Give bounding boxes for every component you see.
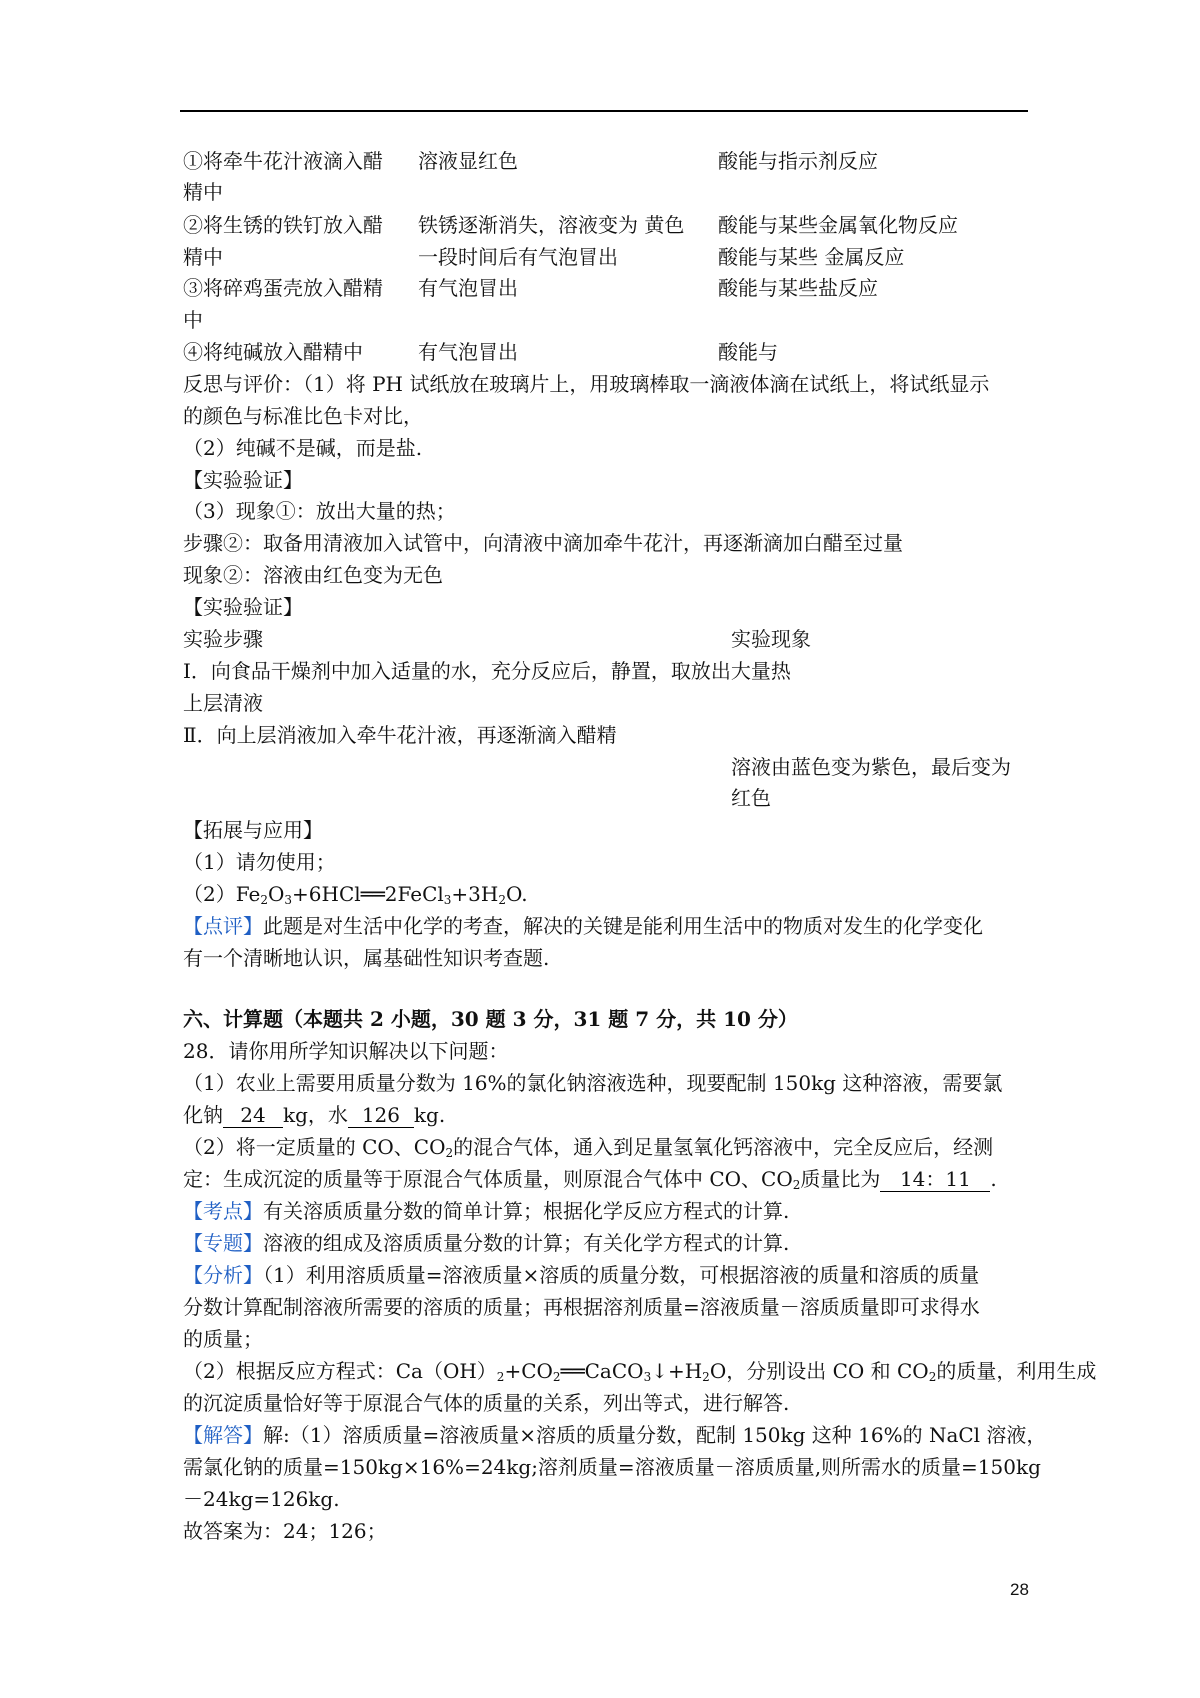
jieda-line: －24kg=126kg. bbox=[183, 1487, 340, 1511]
fenxi-line: （2）根据反应方程式：$Ca(OH)_2+CO_2══CaCO_3↓+H_2O$，分别设出 CO 和 $CO_2$的质量，利用生成 bbox=[183, 1359, 1097, 1384]
table-cell: 酸能与某些 金属反应 bbox=[718, 245, 905, 269]
table-cell: 铁锈逐渐消失，溶液变为 黄色 bbox=[418, 213, 685, 237]
jieda-line: 需氯化钠的质量=150kg×16%=24kg;溶剂质量=溶液质量－溶质质量,则所需水的质量=150kg bbox=[183, 1455, 1041, 1479]
kaodian-line: 【考点】有关溶质质量分数的简单计算；根据化学反应方程式的计算. bbox=[183, 1199, 790, 1223]
table-cell: 一段时间后有气泡冒出 bbox=[418, 245, 618, 269]
comment-line: 有一个清晰地认识，属基础性知识考查题. bbox=[183, 946, 550, 970]
table-cell: 精中 bbox=[183, 245, 223, 269]
table-cell: 有气泡冒出 bbox=[418, 276, 518, 300]
reflection-line: 的颜色与标准比色卡对比， bbox=[183, 404, 423, 428]
text-line: Ⅱ．向上层消液加入牵牛花汁液，再逐渐滴入醋精 bbox=[183, 723, 617, 747]
question-line: （1）农业上需要用质量分数为 16%的氯化钠溶液选种，现要配制 150kg 这种溶液，需要氯 bbox=[183, 1071, 1003, 1095]
text-line: 溶液由蓝色变为紫色，最后变为 bbox=[731, 755, 1011, 779]
fenxi-line: 的沉淀质量恰好等于原混合气体的质量的关系，列出等式，进行解答. bbox=[183, 1391, 790, 1415]
section-title: 六、计算题（本题共 2 小题，30 题 3 分，31 题 7 分，共 10 分） bbox=[183, 1007, 798, 1031]
text-line: 上层清液 bbox=[183, 691, 263, 715]
table-cell: ②将生锈的铁钉放入醋 bbox=[183, 213, 383, 237]
jieda-line: 【解答】解:（1）溶质质量=溶液质量×溶质的质量分数，配制 150kg 这种 16%的 NaCl 溶液， bbox=[183, 1423, 1047, 1447]
equation-line: $(2)Fe_2O_3+6HCl══2FeCl_3+3H_2O$. bbox=[183, 882, 528, 907]
table-cell: ④将纯碱放入醋精中 bbox=[183, 340, 363, 364]
column-header: 实验现象 bbox=[731, 627, 811, 651]
comment-line: 【点评】此题是对生活中化学的考查，解决的关键是能利用生活中的物质对发生的化学变化 bbox=[183, 914, 983, 938]
text-line: （3）现象①：放出大量的热； bbox=[183, 499, 456, 523]
table-cell: ③将碎鸡蛋壳放入醋精 bbox=[183, 276, 383, 300]
section-heading: 【实验验证】 bbox=[183, 595, 303, 619]
reflection-line: （2）纯碱不是碱，而是盐. bbox=[183, 436, 423, 460]
text-line: Ⅰ．向食品干燥剂中加入适量的水，充分反应后，静置，取放出大量热 bbox=[183, 659, 791, 683]
column-header: 实验步骤 bbox=[183, 627, 263, 651]
table-cell: 酸能与某些金属氧化物反应 bbox=[718, 213, 958, 237]
answer-blank: 126 bbox=[348, 1103, 414, 1128]
zhuanti-line: 【专题】溶液的组成及溶质质量分数的计算；有关化学方程式的计算. bbox=[183, 1231, 790, 1255]
table-cell: 中 bbox=[183, 308, 203, 332]
reflection-line: 反思与评价：（1）将 PH 试纸放在玻璃片上，用玻璃棒取一滴液体滴在试纸上，将试纸显示 bbox=[183, 372, 990, 396]
fenxi-line: 的质量； bbox=[183, 1327, 263, 1351]
text-line: 步骤②：取备用清液加入试管中，向清液中滴加牵牛花汁，再逐渐滴加白醋至过量 bbox=[183, 531, 903, 555]
text-line: 红色 bbox=[731, 786, 771, 810]
table-cell: 酸能与指示剂反应 bbox=[718, 149, 878, 173]
section-heading: 【拓展与应用】 bbox=[183, 818, 323, 842]
text-line: （1）请勿使用； bbox=[183, 850, 336, 874]
table-cell: 酸能与某些盐反应 bbox=[718, 276, 878, 300]
jieda-tag: 【解答】 bbox=[183, 1423, 263, 1447]
table-cell: 酸能与 bbox=[718, 340, 778, 364]
question-line: 化钠 24 kg，水 126 kg. bbox=[183, 1103, 446, 1127]
table-cell: 精中 bbox=[183, 180, 223, 204]
answer-blank: 24 bbox=[223, 1103, 283, 1128]
answer-blank: 14：11 bbox=[880, 1167, 990, 1192]
zhuanti-tag: 【专题】 bbox=[183, 1231, 263, 1255]
fenxi-line: 【分析】（1）利用溶质质量=溶液质量×溶质的质量分数，可根据溶液的质量和溶质的质量 bbox=[183, 1263, 980, 1287]
comment-tag: 【点评】 bbox=[183, 914, 263, 938]
page-number: 28 bbox=[1010, 1580, 1029, 1599]
table-cell: ①将牵牛花汁液滴入醋 bbox=[183, 149, 383, 173]
question-line: 28．请你用所学知识解决以下问题： bbox=[183, 1039, 509, 1063]
question-line: （2）将一定质量的 CO、$CO_2$的混合气体，通入到足量氢氧化钙溶液中，完全反应后，经测 bbox=[183, 1135, 994, 1160]
jieda-line: 故答案为：24；126； bbox=[183, 1519, 387, 1543]
table-cell: 溶液显红色 bbox=[418, 149, 518, 173]
fenxi-line: 分数计算配制溶液所需要的溶质的质量；再根据溶剂质量=溶液质量－溶质质量即可求得水 bbox=[183, 1295, 980, 1319]
question-line: 定：生成沉淀的质量等于原混合气体质量，则原混合气体中 CO、$CO_2$质量比为 14：11 . bbox=[183, 1167, 997, 1192]
fenxi-tag: 【分析】 bbox=[183, 1263, 263, 1287]
header-rule bbox=[180, 110, 1028, 112]
table-cell: 有气泡冒出 bbox=[418, 340, 518, 364]
text-line: 现象②：溶液由红色变为无色 bbox=[183, 563, 443, 587]
kaodian-tag: 【考点】 bbox=[183, 1199, 263, 1223]
section-heading: 【实验验证】 bbox=[183, 468, 303, 492]
